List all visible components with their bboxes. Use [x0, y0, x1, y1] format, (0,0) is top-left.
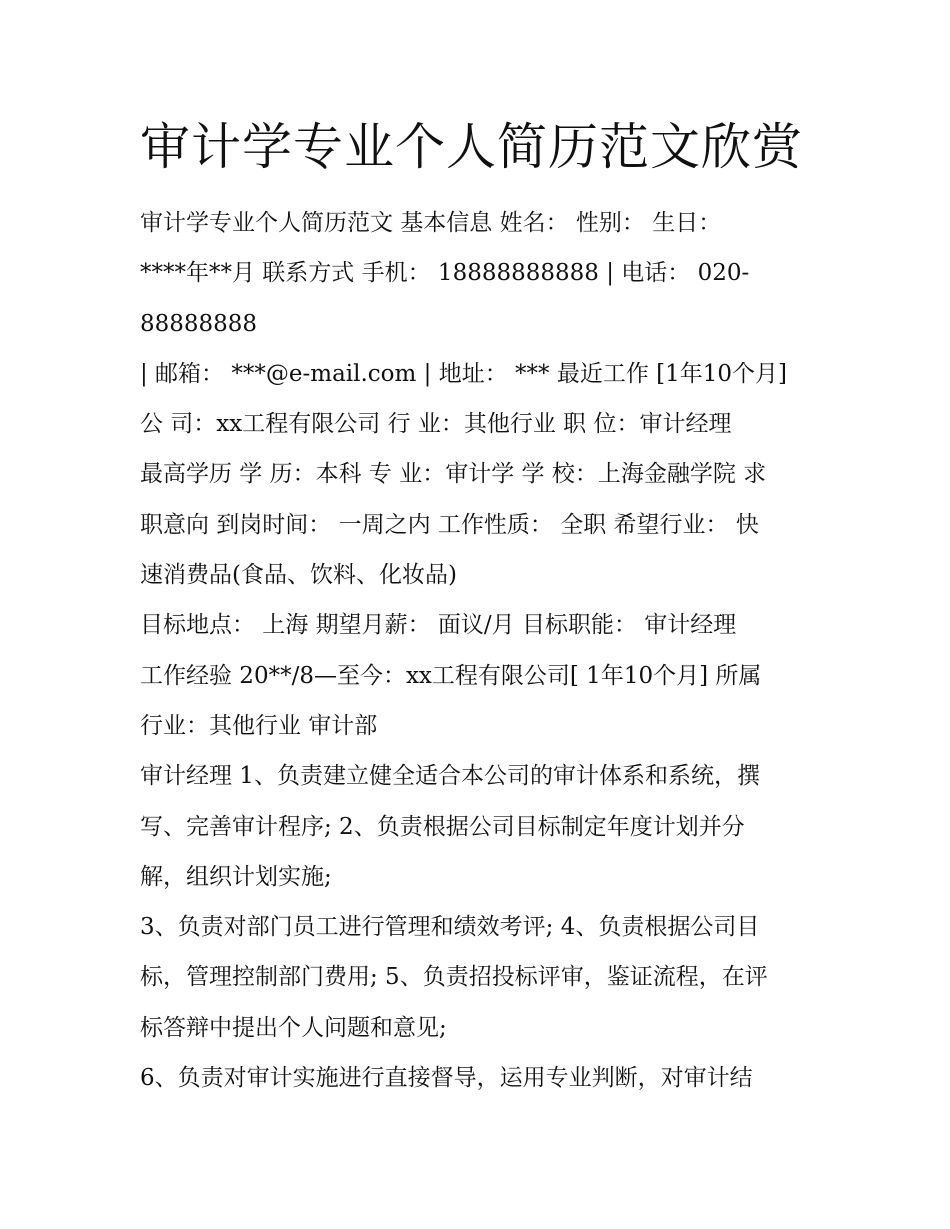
body-line: 目标地点： 上海 期望月薪： 面议/月 目标职能： 审计经理 — [140, 612, 737, 639]
body-line: 审计学专业个人简历范文 基本信息 姓名： 性别： 生日： — [140, 210, 722, 236]
body-line: 解，组织计划实施; — [140, 863, 332, 890]
body-line: 88888888 — [140, 310, 258, 337]
body-line: 审计经理 1、负责建立健全适合本公司的审计体系和系统，撰 — [140, 763, 760, 790]
body-line: 标答辩中提出个人问题和意见; — [140, 1014, 447, 1041]
document-title: 审计学专业个人简历范文欣赏 — [140, 118, 803, 176]
body-line: 速消费品(食品、饮料、化妆品) — [140, 562, 457, 589]
body-line: 公 司：xx工程有限公司 行 业：其他行业 职 位：审计经理 — [140, 411, 732, 438]
body-line: 行业：其他行业 审计部 — [140, 712, 378, 739]
document-body — [140, 198, 820, 1103]
body-line: 职意向 到岗时间： 一周之内 工作性质： 全职 希望行业： 快 — [140, 511, 759, 538]
body-line: ****年**月 联系方式 手机： 18888888888 | 电话： 020- — [140, 260, 750, 287]
body-line: 标，管理控制部门费用; 5、负责招投标评审，鉴证流程，在评 — [140, 964, 768, 991]
body-line: | 邮箱： ***@e-mail.com | 地址： *** 最近工作 [1年10个月] — [140, 360, 787, 387]
body-line: 写、完善审计程序; 2、负责根据公司目标制定年度计划并分 — [140, 813, 745, 840]
body-line: 工作经验 20**/8—至今：xx工程有限公司[ 1年10个月] 所属 — [140, 662, 762, 689]
body-line: 3、负责对部门员工进行管理和绩效考评; 4、负责根据公司目 — [140, 914, 760, 941]
body-line: 6、负责对审计实施进行直接督导，运用专业判断，对审计结 — [140, 1065, 753, 1092]
body-line: 最高学历 学 历：本科 专 业：审计学 学 校：上海金融学院 求 — [140, 461, 767, 488]
